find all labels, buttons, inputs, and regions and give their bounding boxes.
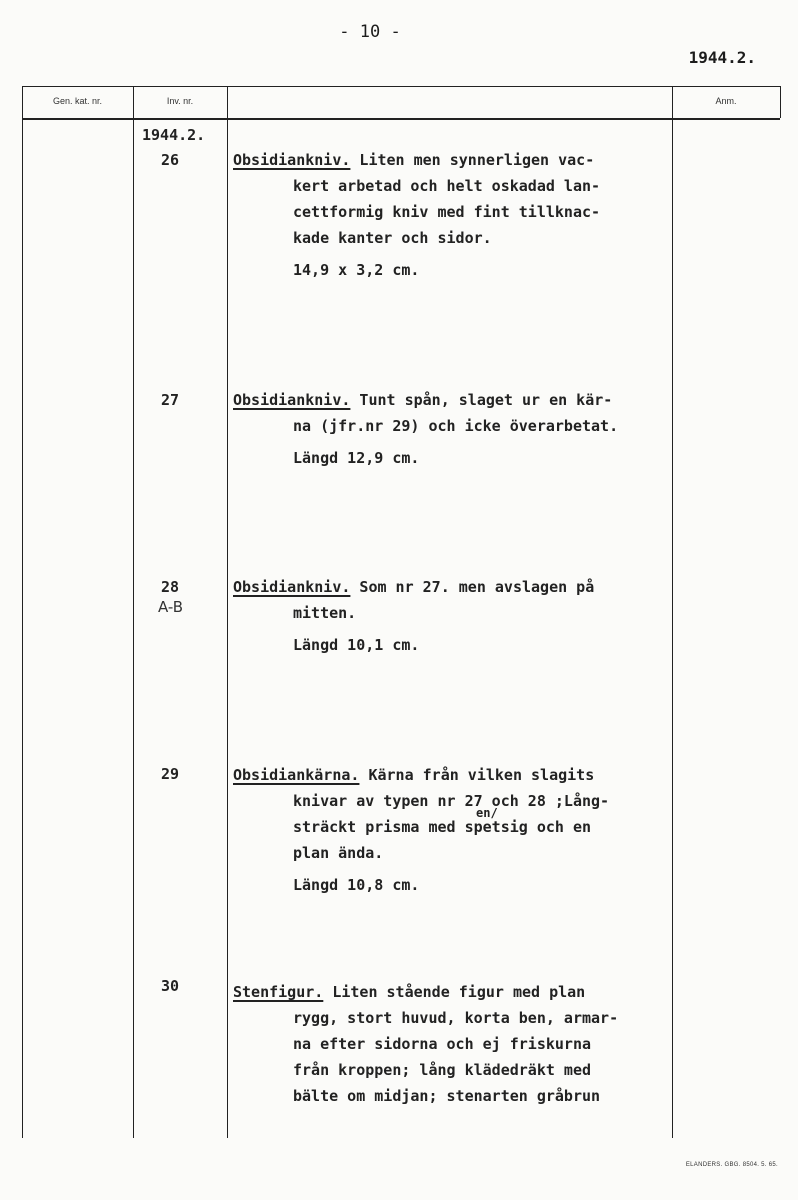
entry-line: mitten. <box>293 604 357 622</box>
entry-line: cettformig kniv med fint tillknac- <box>293 203 601 221</box>
table-top-rule <box>22 86 780 87</box>
inv-number-26: 26 <box>161 151 180 169</box>
entry-title: Stenfigur. <box>233 983 324 1001</box>
page-number: - 10 - <box>339 22 401 42</box>
column-header-inv-nr: Inv. nr. <box>166 96 194 106</box>
printer-mark: ELANDERS. GBG. 8504. 5. 65. <box>685 1162 778 1168</box>
entry-line: Liten stående figur med plan <box>323 983 586 1001</box>
entry-line: bälte om midjan; stenarten gråbrun <box>293 1087 601 1105</box>
entry-title: Obsidiankärna. <box>233 766 360 784</box>
entry-measure: 14,9 x 3,2 cm. <box>293 261 420 279</box>
right-border <box>780 86 781 118</box>
entry-title: Obsidiankniv. <box>233 578 351 596</box>
entry-title: Obsidiankniv. <box>233 391 351 409</box>
left-border <box>22 86 23 1138</box>
entry-line: kert arbetad och helt oskadad lan- <box>293 177 601 195</box>
column-header-anm: Anm. <box>715 96 737 106</box>
entry-27 <box>233 387 673 471</box>
col-divider-gen-inv <box>133 86 134 1138</box>
entry-line: na (jfr.nr 29) och icke överarbetat. <box>293 417 619 435</box>
inv-number-27: 27 <box>161 391 180 409</box>
entry-measure: Längd 10,1 cm. <box>293 636 420 654</box>
inv-number-28: 28 <box>161 578 180 596</box>
year-row-label: 1944.2. <box>142 126 206 144</box>
col-divider-inv-desc <box>227 86 228 1138</box>
header-year: 1944.2. <box>688 48 756 67</box>
entry-line: Tunt spån, slaget ur en kär- <box>350 391 613 409</box>
entry-26 <box>233 147 673 283</box>
entry-line: från kroppen; lång klädedräkt med <box>293 1061 592 1079</box>
entry-line: knivar av typen nr 27 och 28 ;Lång- <box>293 792 610 810</box>
entry-30 <box>233 979 673 1109</box>
inv-handwritten-note-28: A-B <box>158 598 184 616</box>
entry-line: Som nr 27. men avslagen på <box>350 578 595 596</box>
header-bottom-rule <box>22 118 780 120</box>
column-header-gen-kat-nr: Gen. kat. nr. <box>52 96 103 106</box>
inv-number-30: 30 <box>161 977 180 995</box>
entry-line: plan ända. <box>293 844 384 862</box>
entry-title: Obsidiankniv. <box>233 151 351 169</box>
entry-measure: Längd 10,8 cm. <box>293 876 420 894</box>
entry-line: Liten men synnerligen vac- <box>350 151 595 169</box>
entry-measure: Längd 12,9 cm. <box>293 449 420 467</box>
entry-line: kade kanter och sidor. <box>293 229 492 247</box>
entry-28 <box>233 574 673 658</box>
entry-line: sträckt prisma med spetsig och en <box>293 818 592 836</box>
entry-line: na efter sidorna och ej friskurna <box>293 1035 592 1053</box>
entry-line: rygg, stort huvud, korta ben, armar- <box>293 1009 619 1027</box>
entry-29 <box>233 762 673 898</box>
handwritten-insertion: en/ <box>476 806 498 820</box>
entry-line: Kärna från vilken slagits <box>359 766 595 784</box>
inv-number-29: 29 <box>161 765 180 783</box>
